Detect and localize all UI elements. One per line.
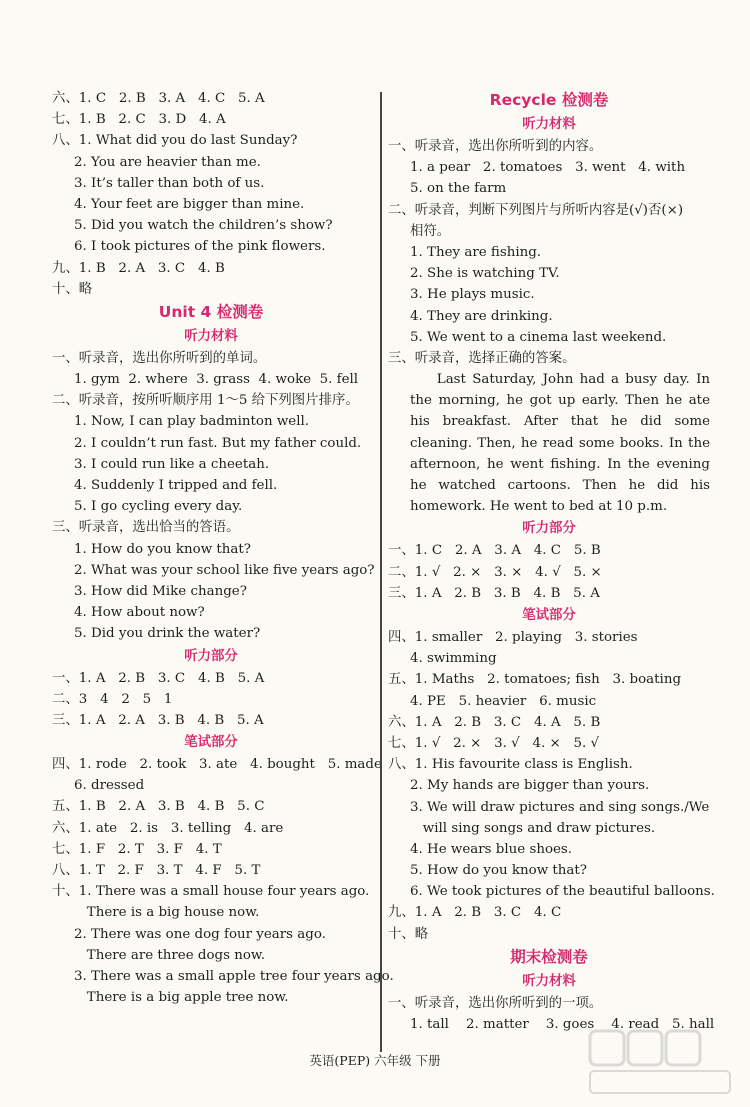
answer-line: 2. You are heavier than me.	[74, 154, 261, 170]
answer-line: There is a big apple tree now.	[74, 990, 289, 1006]
column-divider	[380, 92, 382, 1052]
answer-line: 1. tall 2. matter 3. goes 4. read 5. hall	[410, 1017, 715, 1033]
answer-line: 相符。	[410, 223, 451, 239]
answer-line: 四、1. rode 2. took 3. ate 4. bought 5. made	[52, 757, 382, 773]
answer-line: 九、1. B 2. A 3. C 4. B	[52, 260, 225, 276]
answer-line: 5. on the farm	[410, 181, 507, 197]
answer-line: 4. Suddenly I tripped and fell.	[74, 478, 278, 493]
left-column	[52, 88, 394, 1008]
answer-line: 6. We took pictures of the beautiful balloons.	[410, 884, 715, 900]
section-subtitle: 听力材料	[522, 117, 576, 132]
answer-line: 3. We will draw pictures and sing songs./We	[410, 799, 710, 815]
answer-line: 一、听录音，选出你所听到的单词。	[52, 350, 267, 366]
section-subtitle: 笔试部分	[522, 608, 576, 624]
answer-line: 5. I go cycling every day.	[74, 499, 243, 515]
page-footer: 英语(PEP) 六年级 下册	[309, 1053, 441, 1068]
section-subtitle: 听力部分	[522, 521, 576, 537]
answer-line: 七、1. F 2. T 3. F 4. T	[52, 841, 222, 857]
section-subtitle: 听力材料	[522, 973, 576, 989]
answer-line: 六、1. ate 2. is 3. telling 4. are	[52, 820, 284, 836]
answer-line: 七、1. B 2. C 3. D 4. A	[52, 112, 226, 128]
answer-line: 十、略	[52, 281, 93, 297]
answer-line: 五、1. Maths 2. tomatoes; fish 3. boating	[388, 672, 682, 688]
answer-line: 五、1. B 2. A 3. B 4. B 5. C	[52, 799, 265, 815]
answer-line: 4. He wears blue shoes.	[410, 841, 573, 857]
answer-line: 3. He plays music.	[410, 287, 535, 303]
answer-line: 1. How do you know that?	[74, 541, 251, 557]
answer-line: 6. I took pictures of the pink flowers.	[74, 239, 326, 255]
answer-line: 三、听录音，选择正确的答案。	[388, 350, 576, 366]
answer-line: 九、1. A 2. B 3. C 4. C	[388, 905, 562, 921]
section-subtitle: 听力部分	[184, 648, 238, 664]
answer-line: 5. How do you know that?	[410, 863, 587, 879]
answer-line: 二、听录音，按所听顺序用 1～5 给下列图片排序。	[52, 393, 359, 409]
answer-line: 四、1. smaller 2. playing 3. stories	[388, 630, 638, 646]
answer-line: 六、1. C 2. B 3. A 4. C 5. A	[52, 91, 265, 106]
answer-line: will sing songs and draw pictures.	[410, 820, 656, 836]
answer-line: There are three dogs now.	[74, 947, 266, 963]
answer-line: 二、听录音，判断下列图片与所听内容是(√)否(×)	[388, 202, 684, 218]
section-title: 期末检测卷	[510, 947, 588, 966]
answer-line: 三、1. A 2. A 3. B 4. B 5. A	[52, 712, 264, 728]
answer-line: 2. What was your school like five years ago?	[74, 562, 375, 578]
answer-line: 5. Did you drink the water?	[74, 626, 261, 642]
answer-line: 二、1. √ 2. × 3. × 4. √ 5. ×	[388, 564, 602, 580]
watermark-logo	[586, 1027, 736, 1097]
answer-line: 2. She is watching TV.	[410, 266, 560, 282]
answer-line: 八、1. T 2. F 3. T 4. F 5. T	[52, 863, 261, 878]
answer-line: 6. dressed	[74, 778, 145, 794]
answer-line: 3. How did Mike change?	[74, 583, 247, 599]
answer-line: 4. PE 5. heavier 6. music	[410, 693, 597, 709]
answer-line: 3. There was a small apple tree four years ago.	[74, 968, 394, 984]
answer-line: 一、1. C 2. A 3. A 4. C 5. B	[388, 543, 601, 559]
answer-line: 1. They are fishing.	[410, 244, 542, 260]
answer-line: 1. gym 2. where 3. grass 4. woke 5. fell	[74, 372, 359, 388]
answer-line: 5. We went to a cinema last weekend.	[410, 329, 667, 345]
answer-line: 十、略	[388, 926, 429, 942]
right-column	[388, 88, 715, 1035]
answer-line: 1. a pear 2. tomatoes 3. went 4. with	[410, 160, 686, 176]
answer-line: 三、1. A 2. B 3. B 4. B 5. A	[388, 585, 600, 601]
answer-line: 八、1. His favourite class is English.	[388, 757, 633, 773]
section-subtitle: 听力材料	[184, 328, 238, 344]
answer-line: 4. They are drinking.	[410, 308, 553, 324]
answer-line: 2. There was one dog four years ago.	[74, 926, 326, 942]
answer-line: 一、1. A 2. B 3. C 4. B 5. A	[52, 670, 265, 686]
answer-line: 十、1. There was a small house four years ago.	[52, 884, 370, 900]
section-title: Recycle 检测卷	[489, 91, 609, 109]
answer-line: 七、1. √ 2. × 3. √ 4. × 5. √	[388, 735, 600, 751]
answer-line: 3. It’s taller than both of us.	[74, 175, 265, 191]
answer-line: 3. I could run like a cheetah.	[74, 456, 270, 472]
answer-line: 一、听录音，选出你所听到的内容。	[388, 139, 603, 154]
answer-line: 二、3 4 2 5 1	[52, 691, 173, 707]
answer-line: 4. Your feet are bigger than mine.	[74, 196, 305, 212]
answer-line: 一、听录音，选出你所听到的一项。	[388, 995, 603, 1011]
answer-line: 三、听录音，选出恰当的答语。	[52, 520, 240, 536]
section-subtitle: 笔试部分	[184, 735, 238, 751]
passage-text: Last Saturday, John had a busy day. In the morning, he got up early. Then he ate his breakfast. After that he did some cleaning. Then, he read some books. In the afternoon, he went fishing. In the evening he watched cartoons. Then he did his homework. He went to bed at 10 p.m.	[410, 372, 710, 515]
answer-line: 六、1. A 2. B 3. C 4. A 5. B	[388, 714, 601, 730]
answer-line: 八、1. What did you do last Sunday?	[52, 133, 298, 149]
answer-line: There is a big house now.	[74, 905, 260, 921]
answer-line: 1. Now, I can play badminton well.	[74, 414, 310, 430]
section-title: Unit 4 检测卷	[158, 302, 264, 321]
answer-line: 4. How about now?	[74, 605, 205, 621]
answer-line: 2. My hands are bigger than yours.	[410, 778, 650, 794]
answer-line: 4. swimming	[410, 651, 497, 667]
answer-line: 5. Did you watch the children’s show?	[74, 218, 333, 234]
answer-line: 2. I couldn’t run fast. But my father could.	[74, 435, 362, 451]
